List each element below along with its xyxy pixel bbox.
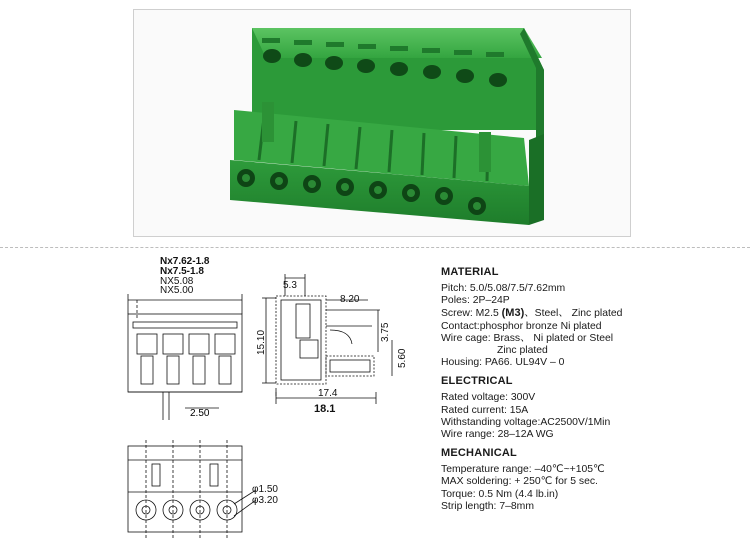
wire-cage-line-2: Zinc plated [497,345,548,357]
dim-5-60: 5.60 [397,348,408,368]
dim-17-4: 17.4 [318,388,338,399]
bottom-view [128,440,256,538]
dim-3-75: 3.75 [380,322,391,342]
dim-8-20: 8.20 [340,294,360,305]
housing-line: Housing: PA66. UL94V – 0 [441,357,565,369]
terminal-block-illustration [134,10,632,238]
label-5-00: NX5.00 [160,285,194,296]
rated-current-line: Rated current: 15A [441,404,529,416]
poles-line: Poles: 2P–24P [441,295,510,307]
section-divider [0,247,750,248]
screw-pre: Screw: M2.5 [441,308,502,320]
product-photo [133,9,631,237]
front-view [128,294,242,420]
dim-5-3: 5.3 [283,280,297,291]
dim-2-50: 2.50 [190,408,210,419]
front-view-labels [160,256,210,296]
rated-voltage-line: Rated voltage: 300V [441,392,536,404]
label-5-08: NX5.08 [160,276,194,287]
strip-length-line: Strip length: 7–8mm [441,500,534,512]
pitch-line: Pitch: 5.0/5.08/7.5/7.62mm [441,283,566,294]
bottom-view-labels [252,484,278,506]
dim-15-10: 15.10 [256,329,267,355]
label-7-5: Nx7.5-1.8 [160,266,204,277]
screw-post: 、Steel、 Zinc plated [524,308,623,320]
contact-line: Contact:phosphor bronze Ni plated [441,320,602,332]
specifications [441,266,746,519]
label-7-62: Nx7.62-1.8 [160,256,210,267]
mechanical-section [441,447,746,513]
dim-18-1: 18.1 [314,403,336,415]
temperature-line: Temperature range: –40℃~+105℃ [441,464,605,476]
technical-drawing [0,250,430,553]
electrical-heading: ELECTRICAL [441,375,513,388]
electrical-section [441,375,746,441]
material-heading: MATERIAL [441,266,499,278]
mechanical-heading: MECHANICAL [441,447,517,460]
screw-bold: (M3) [501,307,525,320]
screw-line [441,307,746,320]
side-view [262,274,392,404]
material-section [441,266,746,369]
withstanding-voltage-line: Withstanding voltage:AC2500V/1Min [441,416,611,428]
dim-phi-1-50: φ1.50 [252,484,278,495]
dim-phi-3-20: φ3.20 [252,495,278,506]
soldering-line: MAX soldering: + 250℃ for 5 sec. [441,476,598,488]
torque-line: Torque: 0.5 Nm (4.4 lb.in) [441,488,559,500]
wire-range-line: Wire range: 28–12A WG [441,429,554,441]
wire-cage-line-1: Wire cage: Brass、 Ni plated or Steel [441,332,614,344]
